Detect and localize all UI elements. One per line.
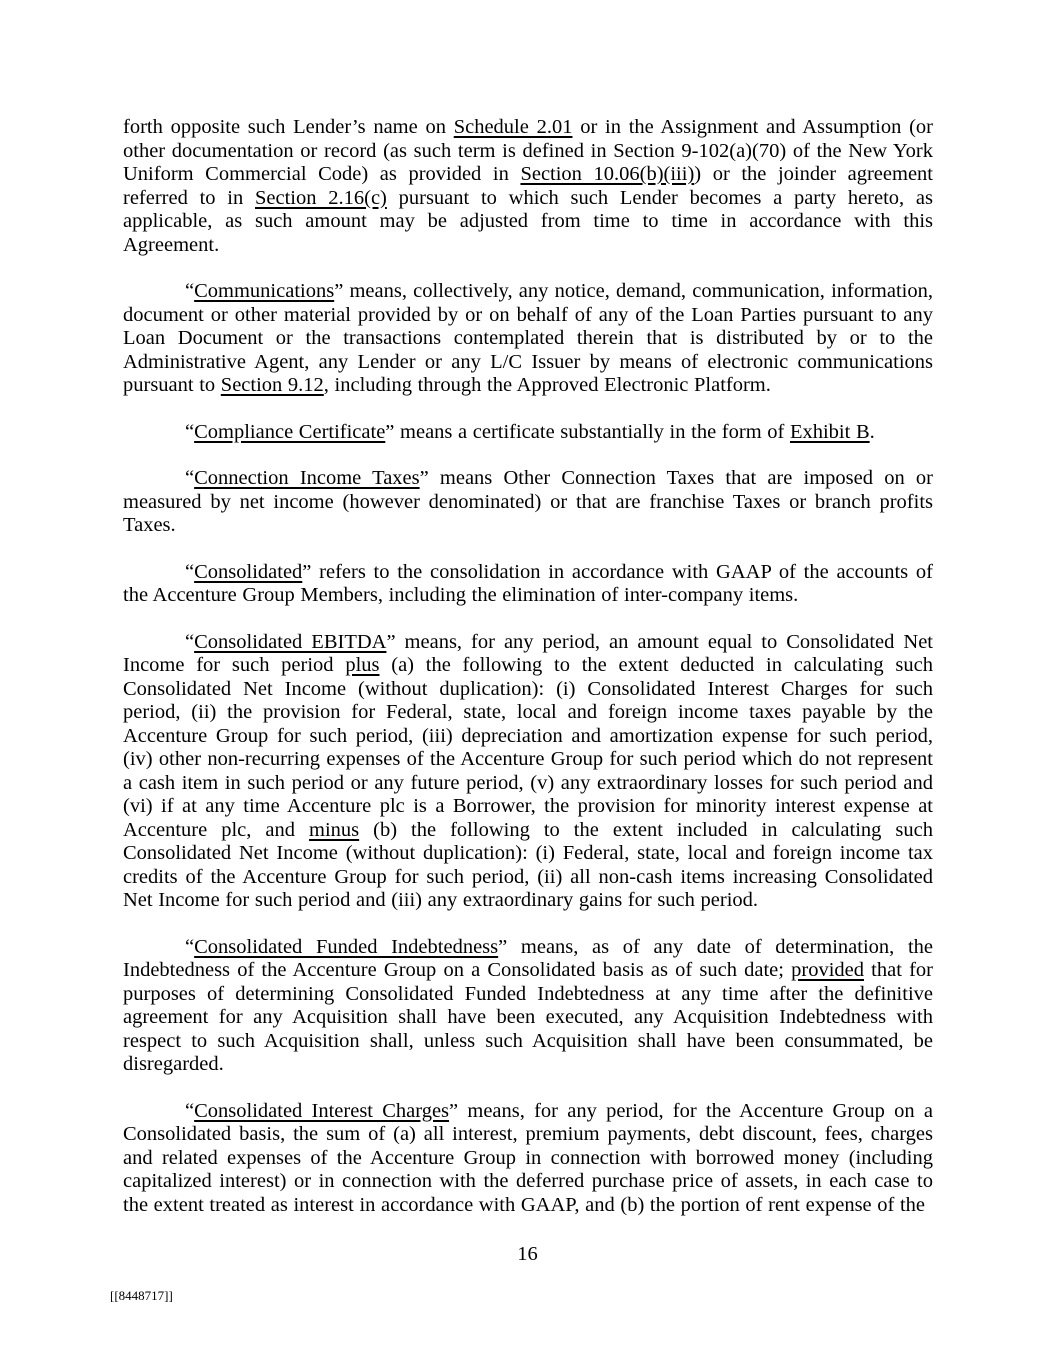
underlined-term: Consolidated	[194, 560, 303, 583]
text-run: (b) the following to the extent included in calculating such Consolidated Net Income (without duplication): (i) Federal, state, local and foreign income tax credits of the Accenture Group for such period, (ii) all non-cash items increasing Consolidated Net Income for such period and (iii) any extraordinary gains for such period.	[123, 818, 933, 911]
text-run: ” means, as of any date of determination, the Indebtedness of the Accenture Group on a Consolidated basis as of such date;	[123, 935, 933, 981]
text-run: ” means, for any period, for the Accenture Group on a Consolidated basis, the sum of (a) all interest, premium payments, debt discount, fees, charges and related expenses of the Accenture Group in connection with borrowed money (including capitalized interest) or in connection with the deferred purchase price of assets, in each case to the extent treated as interest in accordance with GAAP, and (b) the portion of rent expense of the	[123, 1099, 933, 1216]
paragraph	[123, 467, 933, 538]
underlined-term: Section 9.12	[220, 374, 324, 396]
underlined-term: Section 2.16(c)	[255, 186, 387, 209]
underlined-term: Compliance Certificate	[194, 420, 386, 443]
document-id-tag: [[8448717]]	[110, 1288, 173, 1303]
underlined-term: Consolidated EBITDA	[194, 630, 387, 653]
paragraph	[123, 1100, 933, 1218]
text-run: , including through the Approved Electronic Platform.	[323, 374, 771, 396]
underlined-term: Schedule 2.01	[453, 116, 573, 138]
paragraph	[123, 421, 933, 445]
paragraph	[123, 631, 933, 913]
underlined-term: provided	[791, 959, 864, 981]
text-run: or in the Assignment and Assumption (or other documentation or record (as such term is defined in Section 9-102(a)(70) of the New York Uniform Commercial Code) as provided in	[123, 116, 933, 185]
underlined-term: Exhibit B	[789, 420, 870, 443]
underlined-term: Consolidated Interest Charges	[194, 1099, 450, 1122]
text-run: ” means Other Connection Taxes that are imposed on or measured by net income (however denominated) or that are franchise Taxes or branch profits Taxes.	[123, 467, 933, 536]
text-run: forth opposite such Lender’s name on	[123, 116, 454, 138]
text-run: “	[185, 420, 195, 443]
text-run: “	[185, 467, 195, 489]
underlined-term: Consolidated Funded Indebtedness	[194, 935, 499, 958]
text-run: pursuant to which such Lender becomes a party hereto, as applicable, as such amount may be adjusted from time to time in accordance with this Agreement.	[123, 186, 933, 256]
text-run: ” means a certificate substantially in the form of	[385, 420, 790, 443]
underlined-term: plus	[345, 654, 380, 676]
underlined-term: Section 10.06(b)(iii)	[520, 163, 695, 185]
text-run: “	[185, 935, 195, 958]
page-number: 16	[517, 1243, 538, 1265]
text-run: “	[185, 630, 195, 653]
text-run: “	[185, 280, 195, 302]
text-run: that for purposes of determining Consolidated Funded Indebtedness at any time after the definitive agreement for any Acquisition shall have been executed, any Acquisition Indebtedness with respect to such Acquisition shall, unless such Acquisition shall have been consummated, be disregarded.	[123, 959, 933, 1075]
underlined-term: minus	[309, 818, 360, 841]
text-run: ” means, for any period, an amount equal to Consolidated Net Income for such period	[123, 630, 933, 676]
paragraph	[123, 561, 933, 608]
paragraph	[123, 116, 933, 257]
text-run: ” means, collectively, any notice, demand, communication, information, document or other material provided by or on behalf of any of the Loan Parties pursuant to any Loan Document or the transactions contemplated therein that is distributed by or to the Administrative Agent, any Lender or any L/C Issuer by means of electronic communications pursuant to	[123, 280, 933, 396]
text-run: ” refers to the consolidation in accordance with GAAP of the accounts of the Accenture Group Members, including the elimination of inter-company items.	[123, 560, 933, 606]
text-run: “	[185, 560, 195, 583]
underlined-term: Connection Income Taxes	[194, 467, 420, 489]
document-body	[123, 116, 933, 1240]
text-run: (a) the following to the extent deducted in calculating such Consolidated Net Income (without duplication): (i) Consolidated Interest Charges for such period, (ii) the provision for Federal, state, local and foreign income taxes payable by the Accenture Group for such period, (iii) depreciation and amortization expense for such period, (iv) other non-recurring expenses of the Accenture Group for such period which do not represent a cash item in such period or any future period, (v) any extraordinary losses for such period and (vi) if at any time Accenture plc is a Borrower, the provision for minority interest expense at Accenture plc, and	[123, 654, 933, 841]
underlined-term: Communications	[194, 280, 335, 302]
paragraph	[123, 936, 933, 1077]
text-run: “	[185, 1099, 195, 1122]
text-run: ) or the joinder agreement referred to in	[123, 163, 933, 209]
text-run: .	[869, 420, 875, 443]
paragraph	[123, 280, 933, 398]
